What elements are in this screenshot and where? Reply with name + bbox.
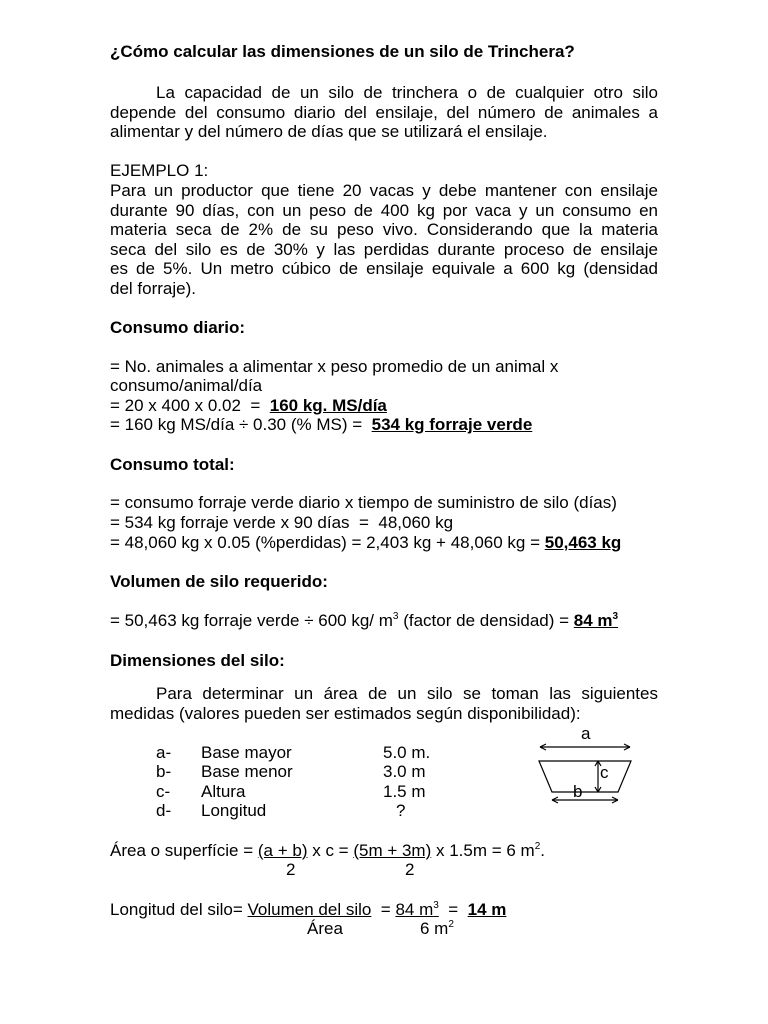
measure-name: Longitud <box>201 801 267 820</box>
example-line-6: del forraje). <box>110 279 196 298</box>
consumo-diario-heading: Consumo diario: <box>110 318 246 337</box>
result-value: 160 kg. MS/día <box>269 396 387 415</box>
diagram-label-a: a <box>581 724 591 743</box>
volumen-line <box>110 611 618 631</box>
consumo-total-heading: Consumo total: <box>110 455 235 474</box>
intro-line-2: depende del consumo diario del ensilaje, del número de animales a <box>110 103 658 122</box>
formula-text: . <box>540 841 546 860</box>
example-line-2: durante 90 días, con un peso de 400 kg por vaca y un consumo en <box>110 201 658 220</box>
formula-text: = 48,060 kg x 0.05 (%perdidas) = 2,403 kg + 48,060 kg = <box>110 533 545 552</box>
silo-trapezoid-diagram <box>530 737 640 807</box>
measure-value: ? <box>396 801 406 820</box>
consumo-total-line-3 <box>110 533 621 553</box>
result-value: 50,463 kg <box>544 533 622 552</box>
formula-text: x 1.5m = 6 m <box>431 841 535 860</box>
example-line-4: seca del silo es de 30% y las perdidas durante proceso de ensilaje <box>110 240 658 259</box>
dimensiones-intro-1: Para determinar un área de un silo se toman las siguientes <box>156 684 658 703</box>
fraction-numerator: (a + b) <box>257 841 308 860</box>
formula-text: x c = <box>307 841 354 860</box>
diagram-label-b: b <box>573 782 583 801</box>
consumo-diario-line-3 <box>110 396 387 416</box>
measure-value: 1.5 m <box>383 782 426 801</box>
measure-letter: c- <box>156 782 171 801</box>
measure-value: 3.0 m <box>383 762 426 781</box>
formula-text: (factor de densidad) = <box>398 611 574 630</box>
exponent: 2 <box>534 841 541 852</box>
measure-letter: b- <box>156 762 172 781</box>
measure-name: Base mayor <box>201 743 292 762</box>
diagram-label-c: c <box>600 763 609 782</box>
fraction-denominator: 2 <box>286 860 296 879</box>
formula-text: = 160 kg MS/día ÷ 0.30 (% MS) = <box>110 415 372 434</box>
measure-letter: a- <box>156 743 172 762</box>
exponent: 3 <box>392 611 399 622</box>
page-title: ¿Cómo calcular las dimensiones de un silo de Trinchera? <box>110 42 575 61</box>
fraction-numerator: 84 $m^3$ <box>395 900 439 919</box>
formula-text: Longitud del silo= <box>110 900 248 919</box>
formula-text: = 20 x 400 x 0.02 = <box>110 396 270 415</box>
result-value: 14 m <box>467 900 507 919</box>
fraction-numerator: (5m + 3m) <box>353 841 432 860</box>
formula-text: = <box>371 900 396 919</box>
dimensiones-heading: Dimensiones del silo: <box>110 651 285 670</box>
formula-text: = 50,463 kg forraje verde ÷ 600 kg/ m <box>110 611 393 630</box>
fraction-denominator: 2 <box>405 860 415 879</box>
consumo-diario-line-2: consumo/animal/día <box>110 376 263 395</box>
measure-name: Altura <box>201 782 246 801</box>
example-line-3: materia seca de 2% de su peso vivo. Considerando que la materia <box>110 220 658 239</box>
result-value: 534 kg forraje verde <box>371 415 533 434</box>
formula-text: = <box>438 900 468 919</box>
example-line-5: es de 5%. Un metro cúbico de ensilaje equivale a 600 kg (densidad <box>110 259 658 278</box>
dimensiones-intro-2: medidas (valores pueden ser estimados según disponibilidad): <box>110 704 581 723</box>
fraction-denominator: Área <box>307 919 343 938</box>
intro-line-3: alimentar y del número de días que se utilizará el ensilaje. <box>110 122 548 141</box>
consumo-diario-line-4 <box>110 415 532 435</box>
volumen-heading: Volumen de silo requerido: <box>110 572 328 591</box>
measure-value: 5.0 m. <box>383 743 431 762</box>
fraction-numerator: Volumen del silo <box>247 900 372 919</box>
fraction-denominator: 6 $m^2$ <box>420 919 454 938</box>
consumo-total-line-2: = 534 kg forraje verde x 90 días = 48,060 kg <box>110 513 454 532</box>
measure-name: Base menor <box>201 762 293 781</box>
example-heading: EJEMPLO 1: <box>110 161 209 180</box>
formula-text: Área o superfície = <box>110 841 258 860</box>
measure-letter: d- <box>156 801 172 820</box>
longitud-formula <box>110 900 506 920</box>
result-value: 84 $m^3$ <box>573 611 619 630</box>
intro-line-1: La capacidad de un silo de trinchera o de cualquier otro silo <box>156 83 658 102</box>
consumo-total-line-1: = consumo forraje verde diario x tiempo de suministro de silo (días) <box>110 493 617 512</box>
consumo-diario-line-1: = No. animales a alimentar x peso promedio de un animal x <box>110 357 559 376</box>
area-formula <box>110 841 545 861</box>
example-line-1: Para un productor que tiene 20 vacas y debe mantener con ensilaje <box>110 181 658 200</box>
